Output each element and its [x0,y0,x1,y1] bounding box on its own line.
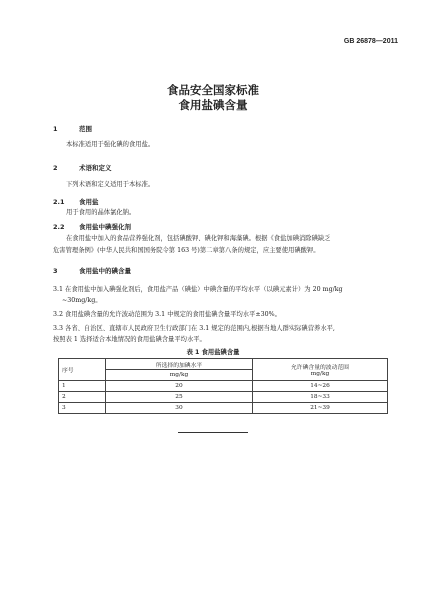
section-2-1-heading [53,197,99,206]
header-allowed-range-label: 允许碘含量的波动范围 [291,365,349,371]
table-1-caption: 表 1 食用盐碘含量 [186,349,240,356]
iodine-content-table [58,358,388,414]
table-row [59,392,388,403]
section-number: 2.1 [53,198,65,206]
clause-3-3-line1: 3.3 各省、自治区、直辖市人民政府卫生行政部门在 3.1 规定的范围内,根据当地人群实际碘营养水平, [53,325,335,332]
table-row [59,381,388,392]
section-2-body: 下列术语和定义适用于本标准。 [66,181,155,188]
document-subtitle: 食用盐碘含量 [178,98,248,112]
section-title: 食用盐中的碘含量 [79,267,131,275]
table-row [59,403,388,414]
clause-3-3-line2: 按照表 1 选择适合本地情况的食用盐碘含量平均水平。 [53,336,206,343]
clause-3-2: 3.2 食用盐碘含量的允许波动范围为 3.1 中规定的食用盐碘含量平均水平±30%。 [53,311,281,318]
cell-serial: 2 [59,392,106,403]
section-number: 1 [53,125,58,133]
header-iodization-unit: mg/kg [106,370,253,381]
section-title: 食用盐 [79,198,99,206]
clause-3-1-line2: ~30mg/kg。 [62,297,102,304]
standard-code: GB 26878—2011 [343,38,398,45]
header-allowed-range-unit: mg/kg [310,371,330,377]
section-2-1-body: 用于食用的晶体氯化钠。 [66,209,136,216]
section-2-2-body-line1: 在食用盐中加入的食品营养强化剂，包括碘酸钾、碘化钾和海藻碘。根据《食盐加碘消除碘缺乏 [66,235,331,242]
section-number: 2.2 [53,223,65,231]
cell-level: 20 [106,381,253,392]
document-title: 食品安全国家标准 [167,83,259,97]
table-header-row [59,359,388,370]
header-serial-number: 序号 [59,359,106,381]
end-of-document-line [178,432,248,433]
section-2-2-heading [53,222,131,231]
cell-serial: 1 [59,381,106,392]
section-title: 食用盐中碘强化剂 [79,223,131,231]
section-number: 3 [53,267,58,275]
section-title: 范围 [79,125,92,133]
section-1-heading [53,124,92,133]
section-2-2-body-line2: 危害管理条例》(中华人民共和国国务院令第 163 号)第二章第八条的规定，应主要使用碘酸钾。 [53,247,320,254]
clause-3-1-line1: 3.1 在食用盐中加入碘强化剂后，食用盐产品（碘盐）中碘含量的平均水平（以碘元素计）为 20 mg/kg [53,286,343,293]
section-title: 术语和定义 [79,164,112,172]
cell-range: 14~26 [253,381,388,392]
section-number: 2 [53,164,58,172]
section-3-heading [53,266,131,275]
cell-range: 18~33 [253,392,388,403]
header-iodization-level: 所选择的加碘水平 [106,359,253,370]
section-2-heading [53,163,112,172]
cell-level: 30 [106,403,253,414]
cell-serial: 3 [59,403,106,414]
cell-level: 25 [106,392,253,403]
section-1-body: 本标准适用于强化碘的食用盐。 [66,141,155,148]
header-allowed-range [253,359,388,381]
cell-range: 21~39 [253,403,388,414]
